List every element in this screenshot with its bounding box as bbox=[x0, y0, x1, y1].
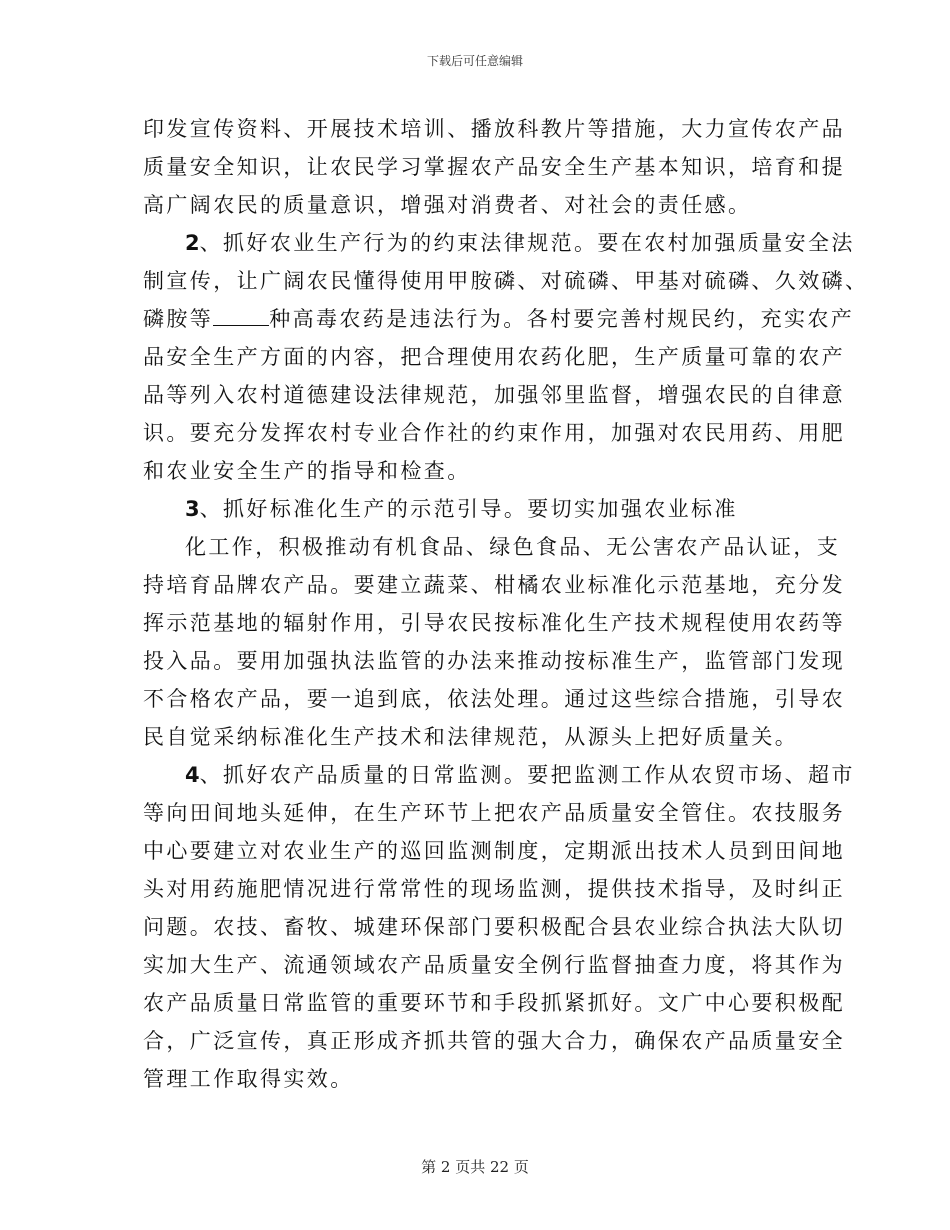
text-line: 挥示范基地的辐射作用，引导农民按标准化生产技术规程使用农药等 bbox=[143, 611, 845, 635]
text-line: 实加大生产、流通领域农产品质量安全例行监督抽查力度，将其作为 bbox=[143, 953, 845, 977]
text-line: 高广阔农民的质量意识，增强对消费者、对社会的责任感。 bbox=[143, 193, 752, 217]
page-number-footer: 第 2 页共 22 页 bbox=[421, 1158, 529, 1176]
text-line: 农产品质量日常监管的重要环节和手段抓紧抓好。文广中心要积极配 bbox=[143, 991, 845, 1015]
text-line: 民自觉采纳标准化生产技术和法律规范，从源头上把好质量关。 bbox=[143, 725, 799, 749]
text-line: 识。要充分发挥农村专业合作社的约束作用，加强对农民用药、用肥 bbox=[143, 421, 845, 445]
text-line: 投入品。要用加强执法监管的办法来推动按标准生产，监管部门发现 bbox=[143, 649, 845, 673]
text-span: 磷胺等 bbox=[143, 307, 214, 331]
item-number: 2 bbox=[185, 231, 200, 255]
text-line: 品等列入农村道德建设法律规范，加强邻里监督，增强农民的自律意 bbox=[143, 383, 845, 407]
paragraph-2-first-line bbox=[143, 224, 855, 262]
text-line: 合，广泛宣传，真正形成齐抓共管的强大合力，确保农产品质量安全 bbox=[143, 1029, 845, 1053]
text-line: 持培育品牌农产品。要建立蔬菜、柑橘农业标准化示范基地，充分发 bbox=[143, 573, 845, 597]
text-line: 品安全生产方面的内容，把合理使用农药化肥，生产质量可靠的农产 bbox=[143, 345, 845, 369]
text-span: 、抓好农产品质量的日常监测。要把监测工作从农贸市场、超市 bbox=[199, 763, 855, 787]
text-line: 质量安全知识，让农民学习掌握农产品安全生产基本知识，培育和提 bbox=[143, 155, 845, 179]
text-line: 制宣传，让广阔农民懂得使用甲胺磷、对硫磷、甲基对硫磷、久效磷、 bbox=[143, 269, 869, 293]
fill-in-blank bbox=[213, 307, 269, 326]
text-span: 、抓好农业生产行为的约束法律规范。要在农村加强质量安全法 bbox=[199, 231, 855, 255]
text-line: 管理工作取得实效。 bbox=[143, 1067, 354, 1091]
text-line: 和农业安全生产的指导和检查。 bbox=[143, 459, 471, 483]
text-line: 问题。农技、畜牧、城建环保部门要积极配合县农业综合执法大队切 bbox=[143, 915, 845, 939]
text-span: 种高毒农药是违法行为。各村要完善村规民约，充实农产 bbox=[269, 307, 855, 331]
paragraph-4-first-line bbox=[143, 756, 855, 794]
page-header: 下载后可任意编辑 bbox=[426, 54, 523, 68]
paragraph-3-first-line bbox=[143, 490, 809, 528]
text-line: 头对用药施肥情况进行常常性的现场监测，提供技术指导，及时纠正 bbox=[143, 877, 845, 901]
text-line: 化工作，积极推动有机食品、绿色食品、无公害农产品认证，支 bbox=[185, 535, 841, 559]
text-span: 、抓好标准化生产的示范引导。要切实加强农业标准 bbox=[199, 497, 738, 521]
text-line: 印发宣传资料、开展技术培训、播放科教片等措施，大力宣传农产品 bbox=[143, 117, 845, 141]
item-number: 4 bbox=[185, 763, 200, 787]
text-line-with-blank bbox=[143, 300, 855, 338]
text-line: 不合格农产品，要一追到底，依法处理。通过这些综合措施，引导农 bbox=[143, 687, 845, 711]
item-number: 3 bbox=[185, 497, 200, 521]
text-line: 等向田间地头延伸，在生产环节上把农产品质量安全管住。农技服务 bbox=[143, 801, 845, 825]
text-line: 中心要建立对农业生产的巡回监测制度，定期派出技术人员到田间地 bbox=[143, 839, 845, 863]
document-body bbox=[143, 110, 869, 1098]
